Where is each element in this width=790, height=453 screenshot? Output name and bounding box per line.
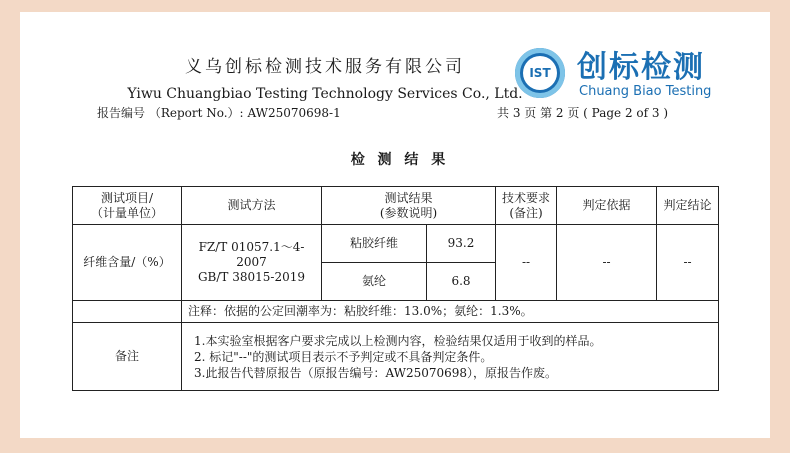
cell-conclusion: -- [657,225,719,301]
remarks-row [73,323,719,391]
cell-basis: -- [557,225,657,301]
logo-mark: IST [523,56,557,90]
header-method: 测试方法 [182,187,322,225]
cell-requirement: -- [496,225,557,301]
logo-text-en: Chuang Biao Testing [579,84,712,99]
table-header-row [73,187,719,225]
cell-method: FZ/T 01057.1～4-2007 GB/T 38015-2019 [182,225,322,301]
company-logo [515,48,775,108]
page-indicator: 共 3 页 第 2 页 ( Page 2 of 3 ) [497,106,669,120]
table-row [73,225,719,263]
report-number-label: 报告编号 （Report No.）: [97,106,244,120]
remark-item: 1.本实验室根据客户要求完成以上检测内容，检验结果仅适用于收到的样品。 [194,333,602,348]
header-requirement: 技术要求 (备注) [496,187,557,225]
header-basis: 判定依据 [557,187,657,225]
cell-result-name: 氨纶 [322,263,427,301]
header-result: 测试结果 (参数说明) [322,187,496,225]
cell-result-name: 粘胶纤维 [322,225,427,263]
section-title: 检 测 结 果 [350,152,450,168]
header-conclusion: 判定结论 [657,187,719,225]
results-table [72,186,719,391]
company-name-en: Yiwu Chuangbiao Testing Technology Services Co., Ltd. [127,86,523,102]
note-row [73,301,719,323]
remark-item: 3.此报告代替原报告（原报告编号：AW25070698），原报告作废。 [194,365,558,380]
logo-text-cn: 创标检测 [577,50,705,85]
cell-result-value: 6.8 [427,263,496,301]
cell-item: 纤维含量/（%） [73,225,182,301]
remarks-list [182,323,719,391]
remark-item: 2. 标记"--"的测试项目表示不予判定或不具备判定条件。 [194,349,493,364]
report-number-value: AW25070698-1 [247,106,341,120]
logo-emblem-icon [515,48,565,98]
remarks-label: 备注 [73,323,182,391]
note-spacer [73,301,182,323]
header-item: 测试项目/ （计量单位） [73,187,182,225]
note-text: 注释：依据的公定回潮率为：粘胶纤维：13.0%；氨纶：1.3%。 [182,301,719,323]
company-name-cn: 义乌创标检测技术服务有限公司 [185,57,465,77]
report-number [97,104,341,121]
cell-result-value: 93.2 [427,225,496,263]
